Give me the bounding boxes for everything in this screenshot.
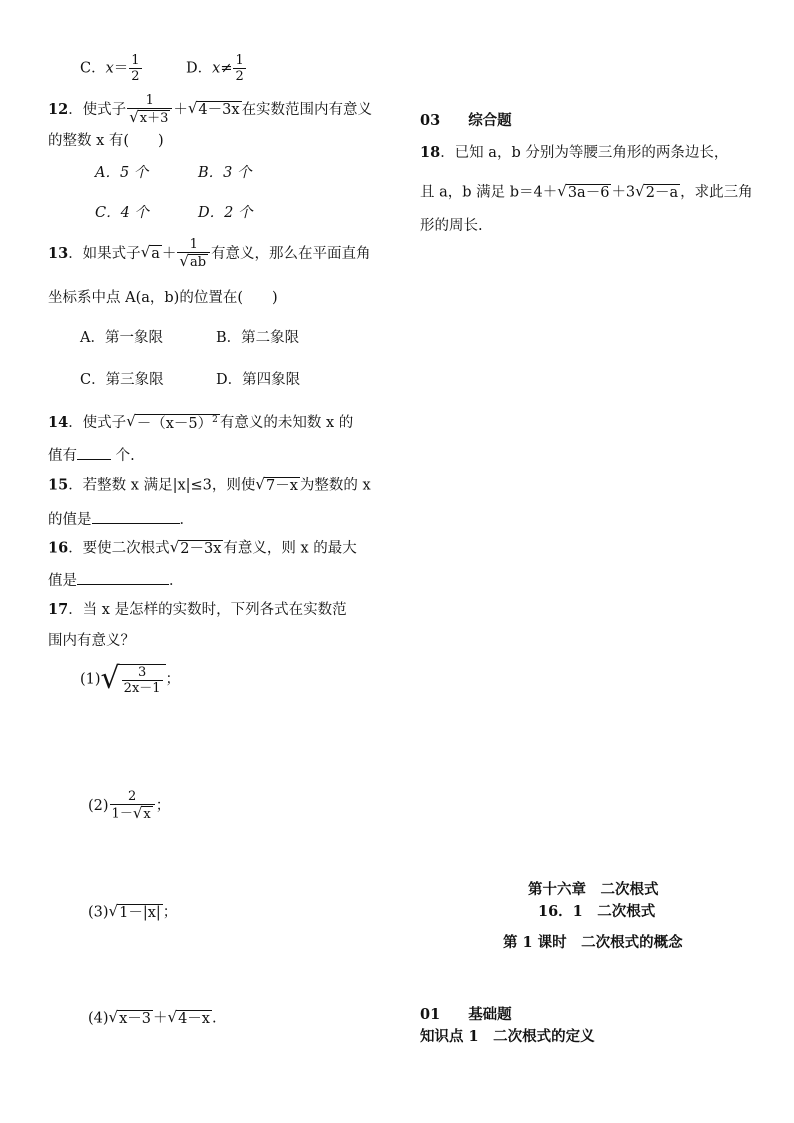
radical: √ $-(x-5)^2$ [126,412,218,432]
radical: √ 1－|x| [108,902,161,921]
radical-sign-icon: √ [132,804,143,822]
answer-blank[interactable] [92,510,180,524]
q17-part-4: (4) √ x－3 ＋ √ 4－x . [88,1008,217,1027]
radical: √ x [132,804,151,822]
q12-option-b: B．3 个 [198,165,252,181]
radical-sign-icon: √ [169,538,180,556]
q12-line1: 12．使式子 1 √ x＋3 ＋ √ 4－3x 在实数范围内有意义 [48,93,373,126]
q17-part-1: (1) √ $\frac{3}{2x-1}$ ； [80,661,181,696]
q16-line2: 值是 ． [48,573,184,589]
q13-option-a: A．第一象限 [80,330,163,346]
question-number: 14 [48,414,69,432]
radical-sign-icon: √ [126,412,136,430]
lesson-title: 第 1 课时 二次根式的概念 [503,934,683,951]
question-number: 13 [48,244,69,262]
q15-line2: 的值是 ． [48,512,194,528]
q13-option-b: B．第二象限 [216,330,300,346]
q13-option-d: D．第四象限 [216,372,301,388]
radical-sign-icon: √ [255,475,265,493]
radical-sign-icon: √ [100,661,120,696]
radical: √ 2－a [635,182,679,201]
answer-blank[interactable] [77,446,111,460]
radical-sign-icon: √ [108,902,119,920]
radical-sign-icon: √ [557,182,567,200]
fraction: 2 1－ √ x [110,790,155,822]
q11-option-d: D．x≠ $\frac{1}{2}$ [186,53,244,84]
q18-line2: 且 a，b 满足 b＝4＋ √ 3a－6 ＋3 √ 2－a ，求此三角 [420,182,753,201]
fraction: 1 √ x＋3 [127,94,172,126]
radical-sign-icon: √ [179,252,189,270]
fraction: $\frac{1}{2}$ [235,53,244,84]
radical-sign-icon: √ [167,1008,178,1026]
question-number: 12 [48,100,69,118]
section-heading-01: 01 基础题 [420,1006,512,1023]
radical: √ ab [179,252,207,270]
question-number: 18 [420,144,441,161]
q16-line1: 16．要使二次根式 √ 2－3x 有意义，则 x 的最大 [48,538,357,557]
radical-sign-icon: √ [635,182,645,200]
q15-line1: 15．若整数 x 满足|x|≤3，则使 √ 7－x 为整数的 x [48,475,371,494]
fraction: $\frac{1}{2}$ [131,53,140,84]
q12-option-c: C．4 个 [95,205,149,221]
answer-blank[interactable] [77,571,169,585]
q12-option-a: A．5 个 [95,165,149,181]
knowledge-point-heading: 知识点 1 二次根式的定义 [420,1028,595,1045]
q12-line2: 的整数 x 有( ) [48,133,164,149]
radical-sign-icon: √ [108,1008,119,1026]
question-number: 16 [48,539,69,557]
question-number: 17 [48,601,69,618]
radical [100,661,166,696]
radical: √ 2－3x [169,538,222,557]
section-title: 16．1 二次根式 [538,903,656,920]
q17-part-2: (2) 2 1－ √ x ； [88,789,171,822]
radical: √ x＋3 [129,108,169,126]
q11-option-c: C．x＝ $\frac{1}{2}$ [80,53,140,84]
q17-line2: 围内有意义？ [48,633,135,649]
question-number: 15 [48,476,69,494]
radical-sign-icon: √ [129,108,139,126]
q18-line3: 形的周长. [420,218,483,234]
q13-line2: 坐标系中点 A(a，b)的位置在( ) [48,290,278,306]
q17-line1: 17．当 x 是怎样的实数时，下列各式在实数范 [48,601,347,618]
q18-line1: 18．已知 a，b 分别为等腰三角形的两条边长， [420,144,729,161]
q14-line2: 值有 个. [48,448,135,464]
fraction: 1 √ ab [177,238,210,270]
radical: √ a [140,243,160,263]
radical-sign-icon: √ [140,243,151,262]
radical: √ x－3 [108,1008,152,1027]
fraction: $\frac{3}{2x-1}$ [123,665,161,696]
section-heading-03: 03 综合题 [420,112,512,129]
radical: √ 3a－6 [557,182,610,201]
radical: √ 7－x [255,475,298,494]
q12-option-d: D．2 个 [198,205,253,221]
q14-line1: 14．使式子 √ $-(x-5)^2$ 有意义的未知数 x 的 [48,412,354,432]
q13-option-c: C．第三象限 [80,372,164,388]
radical: √ 4－x [167,1008,210,1027]
q13-line1: 13．如果式子 √ a ＋ 1 √ ab 有意义，那么在平面直角 [48,237,371,270]
chapter-title: 第十六章 二次根式 [528,881,659,898]
q17-part-3: (3) √ 1－|x| ； [88,902,178,921]
radical-sign-icon: √ [187,99,198,118]
radical: √ 4－3x [187,99,240,119]
